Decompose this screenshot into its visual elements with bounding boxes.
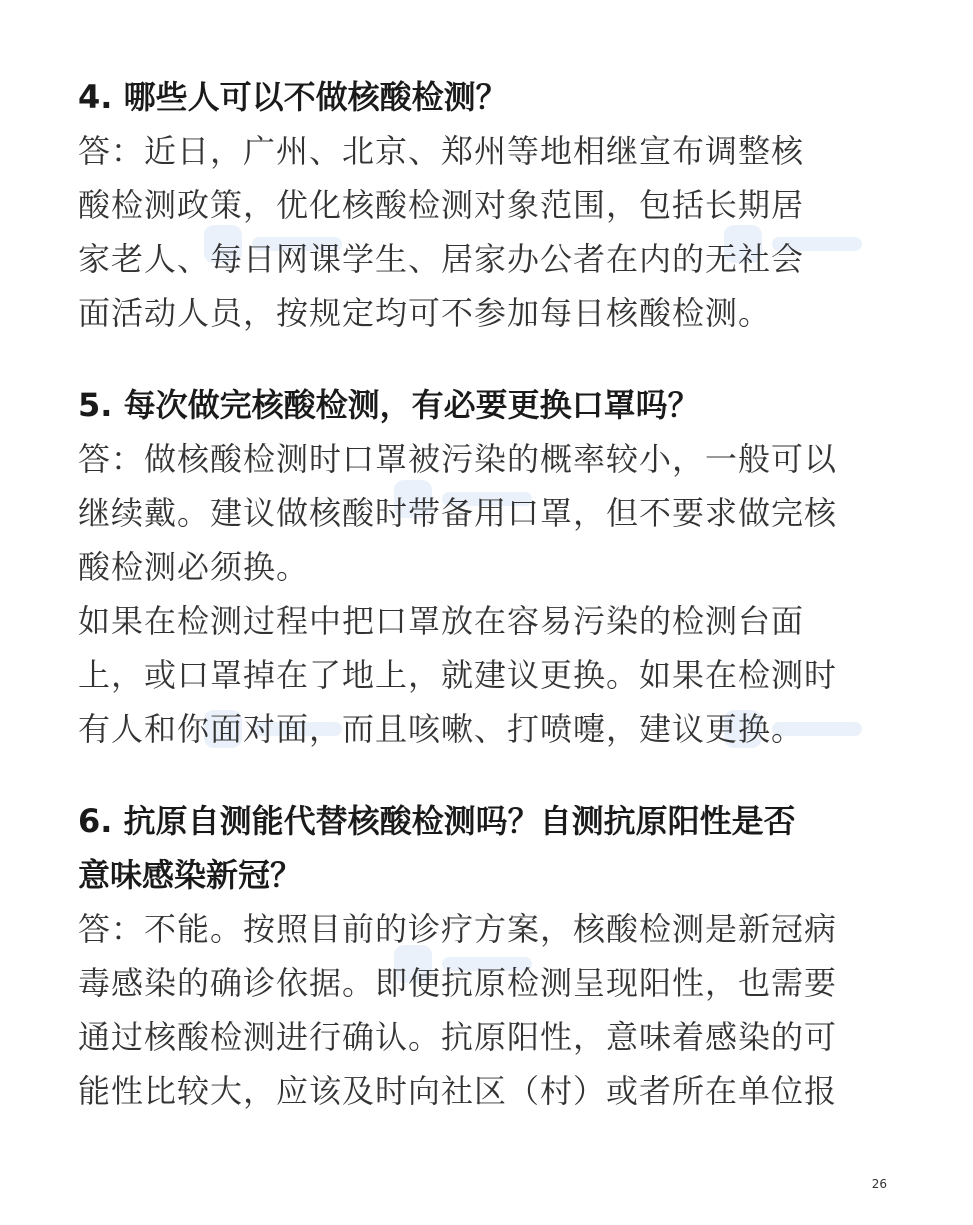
answer-line: 能性比较大，应该及时向社区（村）或者所在单位报 [78,1072,838,1110]
answer-line: 酸检测必须换。 [78,548,310,586]
page-number: 26 [871,1177,887,1191]
question-heading: 6. 抗原自测能代替核酸检测吗？自测抗原阳性是否 [78,802,796,840]
answer-line: 家老人、每日网课学生、居家办公者在内的无社会 [78,240,805,278]
qa-section-5 [78,378,893,756]
answer-line: 毒感染的确诊依据。即便抗原检测呈现阳性，也需要 [78,964,838,1002]
question-heading: 意味感染新冠？ [78,856,303,894]
answer-line: 答：做核酸检测时口罩被污染的概率较小，一般可以 [78,440,838,478]
answer-line: 面活动人员，按规定均可不参加每日核酸检测。 [78,294,772,332]
answer-line: 通过核酸检测进行确认。抗原阳性，意味着感染的可 [78,1018,838,1056]
question-heading: 5. 每次做完核酸检测，有必要更换口罩吗？ [78,386,700,424]
document-body [78,70,893,1118]
answer-line: 酸检测政策，优化核酸检测对象范围，包括长期居 [78,186,805,224]
answer-line: 有人和你面对面，而且咳嗽、打喷嚏，建议更换。 [78,710,805,748]
answer-line: 继续戴。建议做核酸时带备用口罩，但不要求做完核 [78,494,838,532]
answer-line: 答：近日，广州、北京、郑州等地相继宣布调整核 [78,132,805,170]
answer-line: 上，或口罩掉在了地上，就建议更换。如果在检测时 [78,656,838,694]
qa-section-6 [78,794,893,1118]
answer-line: 如果在检测过程中把口罩放在容易污染的检测台面 [78,602,805,640]
answer-line: 答：不能。按照目前的诊疗方案，核酸检测是新冠病 [78,910,838,948]
question-heading: 4. 哪些人可以不做核酸检测？ [78,78,508,116]
qa-section-4 [78,70,893,340]
